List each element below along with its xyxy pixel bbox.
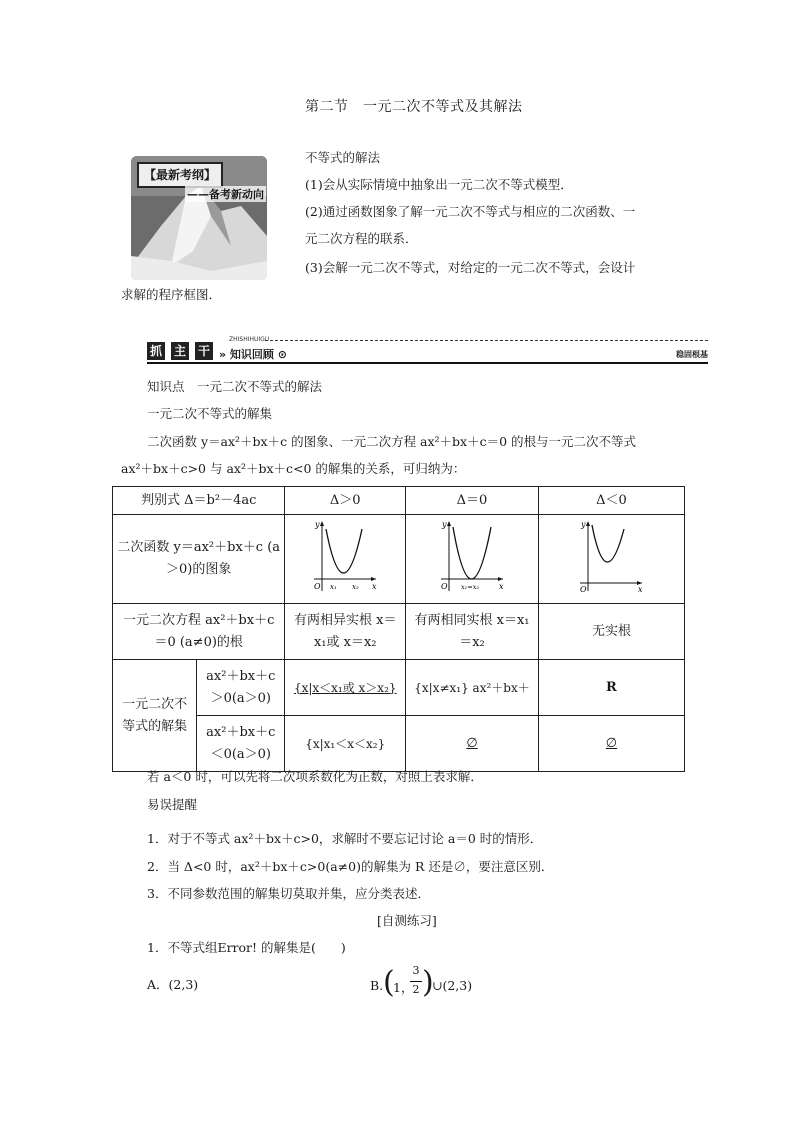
knowledge-para-1: 二次函数 y＝ax²＋bx＋c 的图象、一元二次方程 ax²＋bx＋c＝0 的根与一元二次不等式 [147,434,637,449]
condition-less: ax²＋bx＋c＜0(a＞0) [197,716,285,772]
option-b-lower-bound: 1， [393,980,414,995]
graph-no-root [538,515,684,604]
svg-text:O: O [580,585,588,593]
svg-text:x: x [638,585,643,593]
outline-item-3b: 求解的程序框图． [121,287,222,302]
solution-less-two-roots: {x|x₁＜x＜x₂} [285,716,406,772]
outline-item-2a: (2)通过函数图象了解一元二次不等式与相应的二次函数、一 [305,204,636,219]
reminder-item-1: 1．对于不等式 ax²＋bx＋c>0，求解时不要忘记讨论 a＝0 时的情形． [147,831,543,846]
svg-text:y: y [581,520,586,529]
page-title: 第二节 一元二次不等式及其解法 [305,99,523,115]
reminder-heading: 易误提醒 [147,797,198,812]
outline-item-3a: (3)会解一元二次不等式，对给定的一元二次不等式，会设计 [305,260,636,275]
option-b-numerator: 3 [412,964,420,977]
double-root-label: x₁=x₂ [461,583,479,591]
outline-item-1: (1)会从实际情境中抽象出一元二次不等式模型． [305,177,573,192]
table-note: 若 a＜0 时，可以先将二次项系数化为正数，对照上表求解． [147,769,483,784]
solution-set-table [112,486,685,772]
knowledge-subhead: 一元二次不等式的解集 [147,406,273,421]
solution-less-no-root: ∅ [538,716,684,772]
roots-double: 有两相同实根 x＝x₁＝x₂ [406,604,539,660]
exercise-q1: 1．不等式组Error! 的解集是( ) [147,940,346,955]
root-x2-label: x₂ [352,583,359,591]
graph-double-root [406,515,539,604]
table-row-roots-label: 一元二次方程 ax²＋bx＋c＝0 (a≠0)的根 [113,604,285,660]
option-b-left-paren: ( [383,965,395,1000]
origin-label: O [314,582,321,591]
table-header-delta-pos: Δ＞0 [285,487,406,515]
roots-none: 无实根 [538,604,684,660]
svg-text:O: O [441,582,448,591]
parabola-double-root-graph [437,517,507,593]
table-header-delta-neg: Δ＜0 [538,487,684,515]
root-x1-label: x₁ [330,583,337,591]
banner-char-2: 主 [171,342,189,360]
option-b-letter: B. [370,978,384,993]
solution-greater-double-root: {x|x≠x₁} ax²＋bx＋ [406,660,539,716]
outline-heading: 不等式的解法 [305,150,381,165]
knowledge-para-2: ax²＋bx＋c>0 与 ax²＋bx＋c<0 的解集的关系，可归纳为： [121,461,466,476]
banner-pinyin: ZHISHIHUIGU [229,336,270,343]
parabola-two-roots-graph [310,517,380,593]
reminder-item-3: 3．不同参数范围的解集切莫取并集，应分类表述． [147,886,430,901]
table-header-discriminant: 判别式 Δ＝b²－4ac [113,487,285,515]
solution-greater-two-roots: {x|x＜x₁或 x＞x₂} [285,660,406,716]
svg-text:y: y [442,520,447,529]
y-axis-label: y [315,520,320,529]
section-banner [147,336,708,364]
solution-less-double-root: ∅ [406,716,539,772]
solution-greater-no-root: R [538,660,684,716]
parabola-no-root-graph [576,517,646,593]
exam-outline-badge-sub: ——备考新动向 [187,188,264,201]
banner-underline [147,362,708,364]
exercise-heading: [自测练习] [377,913,437,928]
knowledge-point: 知识点 一元二次不等式的解法 [147,379,323,394]
x-axis-label: x [372,582,377,591]
outline-item-2b: 元二次方程的联系． [305,231,418,246]
table-row-solution-label: 一元二次不等式的解集 [113,660,197,772]
option-b-denominator: 2 [412,983,420,996]
exam-outline-badge: 【最新考纲】 [137,162,223,188]
exam-outline-banner-image [131,156,267,280]
option-b-fraction-bar [410,981,422,982]
condition-greater: ax²＋bx＋c＞0(a＞0) [197,660,285,716]
banner-dashed-line [265,340,708,341]
exercise-option-a: A．(2,3) [147,977,199,992]
banner-char-3: 干 [195,342,213,360]
table-row-graph-label: 二次函数 y＝ax²＋bx＋c (a＞0)的图象 [113,515,285,604]
table-header-delta-zero: Δ＝0 [406,487,539,515]
svg-text:x: x [499,582,504,591]
option-b-right-paren: ) [422,965,434,1000]
banner-subtitle: » 知识回顾 ⊙ [219,348,287,361]
graph-two-roots [285,515,406,604]
roots-two-distinct: 有两相异实根 x＝x₁或 x＝x₂ [285,604,406,660]
option-b-union: ∪(2,3) [432,978,473,993]
banner-right-label: 稳固根基 [676,350,708,359]
reminder-item-2: 2．当 Δ<0 时，ax²＋bx＋c>0(a≠0)的解集为 R 还是∅，要注意区别． [147,859,554,874]
banner-char-1: 抓 [147,342,165,360]
